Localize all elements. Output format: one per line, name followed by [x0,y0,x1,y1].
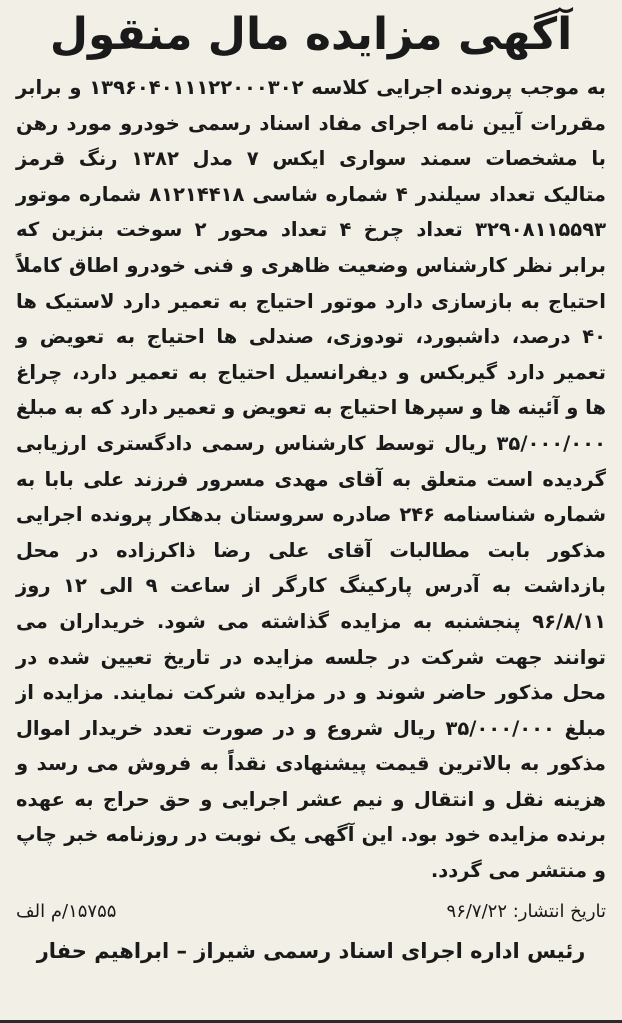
notice-title: آگهی مزایده مال منقول [49,9,573,60]
notice-footer [16,897,606,927]
signature-line: رئیس اداره اجرای اسناد رسمی شیراز – ابراهیم حفار [36,938,586,963]
publish-date: تاریخ انتشار: ۹۶/۷/۲۲ [446,900,606,922]
notice-body: به موجب پرونده اجرایی کلاسه ۱۳۹۶۰۴۰۱۱۱۲۲۰۰۰۳۰۲ و برابر مقررات آیین نامه اجرای مفاد اسناد رسمی خودرو مورد رهن با مشخصات سمند سواری ایکس ۷ مدل ۱۳۸۲ رنگ قرمز متالیک تعداد سیلندر ۴ شماره شاسی ۸۱۲۱۴۴۱۸ شماره موتور ۳۲۹۰۸۱۱۵۵۹۳ تعداد چرخ ۴ تعداد محور ۲ سوخت بنزین که برابر نظر کارشناس وضعیت ظاهری و فنی خودرو اطاق کاملاً احتیاج به بازسازی دارد موتور احتیاج به تعمیر دارد لاستیک ها ۴۰ درصد، داشبورد، تودوزی، صندلی ها احتیاج به تعویض و تعمیر دارد گیربکس و دیفرانسیل احتیاج به تعمیر دارد، چراغ ها و آئینه ها و سپرها احتیاج به تعویض و تعمیر دارد که به مبلغ ۳۵/۰۰۰/۰۰۰ ریال توسط کارشناس رسمی دادگستری ارزیابی گردیده است متعلق به آقای مهدی مسرور فرزند علی بابا به شماره شناسنامه ۲۴۶ صادره سروستان بدهکار پرونده اجرایی مذکور بابت مطالبات آقای علی رضا ذاکرزاده در محل بازداشت به آدرس پارکینگ کارگر از ساعت ۹ الی ۱۲ روز ۹۶/۸/۱۱ پنجشنبه به مزایده گذاشته می شود. خریداران می توانند جهت شرکت در جلسه مزایده در تاریخ تعیین شده در محل مذکور حاضر شوند و در مزایده شرکت نمایند. مزایده از مبلغ ۳۵/۰۰۰/۰۰۰ ریال شروع و در صورت تعدد خریدار اموال مذکور به بالاترین قیمت پیشنهادی نقداً به فروش می رسد و هزینه نقل و انتقال و نیم عشر اجرایی و حق حراج به عهده برنده مزایده خود بود. این آگهی یک نوبت در روزنامه خبر چاپ و منتشر می گردد. [16,76,607,883]
reference-number: ۱۵۷۵۵/م الف [16,900,117,922]
